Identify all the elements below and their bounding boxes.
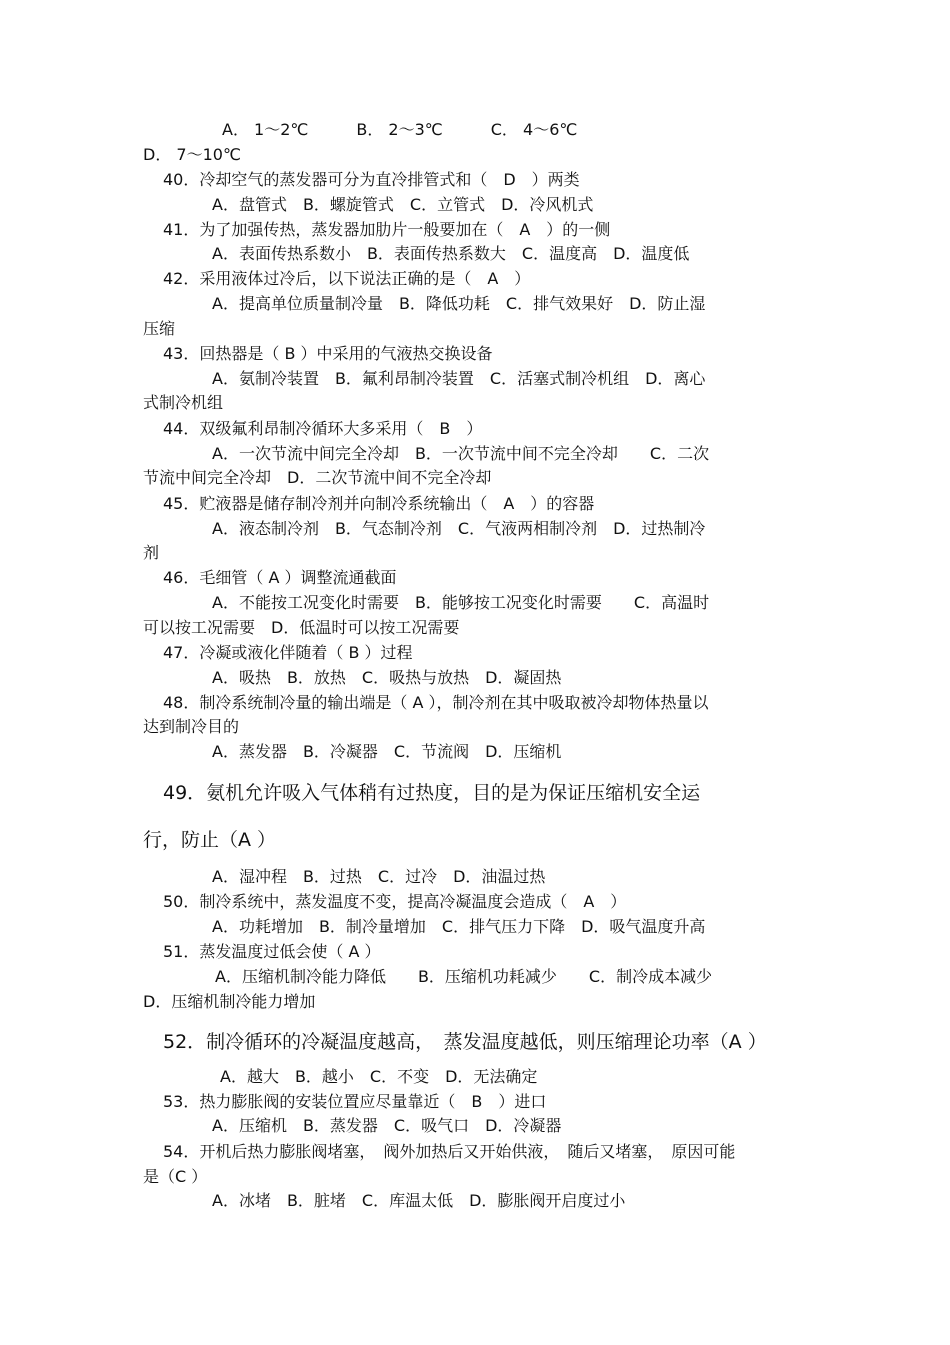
option-line-continued: D．压缩机制冷能力增加 <box>143 992 316 1011</box>
option-line: A．不能按工况变化时需要 B．能够按工况变化时需要 C．高温时 <box>212 593 710 612</box>
question-line: 45．贮液器是储存制冷剂并向制冷系统输出（ A ）的容器 <box>163 494 595 513</box>
question-line: 40．冷却空气的蒸发器可分为直冷排管式和（ D ）两类 <box>163 170 580 189</box>
option-line: A．蒸发器 B．冷凝器 C．节流阀 D．压缩机 <box>212 742 562 761</box>
question-line: 42．采用液体过冷后，以下说法正确的是（ A ） <box>163 269 531 288</box>
option-line: A．冰堵 B．脏堵 C．库温太低 D．膨胀阀开启度过小 <box>212 1191 626 1210</box>
question-line: 50．制冷系统中，蒸发温度不变，提高冷凝温度会造成（ A ） <box>163 892 627 911</box>
question-line: 47．冷凝或液化伴随着（ B ）过程 <box>163 643 413 662</box>
option-line: A．越大 B．越小 C．不变 D．无法确定 <box>220 1067 538 1086</box>
option-line-continued: 剂 <box>143 543 160 562</box>
option-line: A．压缩机制冷能力降低 B．压缩机功耗减少 C．制冷成本减少 <box>215 967 713 986</box>
option-line: A．功耗增加 B．制冷量增加 C．排气压力下降 D．吸气温度升高 <box>212 917 706 936</box>
option-line: D． 7～10℃ <box>143 145 241 164</box>
question-line-continued: 行，防止（A ） <box>143 829 277 851</box>
question-line: 44．双级氟利昂制冷循环大多采用（ B ） <box>163 419 483 438</box>
question-line: 52．制冷循环的冷凝温度越高， 蒸发温度越低，则压缩理论功率（A ） <box>163 1031 767 1053</box>
question-line: 53．热力膨胀阀的安装位置应尽量靠近（ B ）进口 <box>163 1092 547 1111</box>
option-line: A．提高单位质量制冷量 B．降低功耗 C．排气效果好 D．防止湿 <box>212 294 706 313</box>
option-line-continued: 压缩 <box>143 319 176 338</box>
option-line-continued: 节流中间完全冷却 D．二次节流中间不完全冷却 <box>143 468 492 487</box>
question-line: 46．毛细管（ A ）调整流通截面 <box>163 568 397 587</box>
option-line: A．压缩机 B．蒸发器 C．吸气口 D．冷凝器 <box>212 1116 562 1135</box>
option-line-continued: 式制冷机组 <box>143 393 224 412</box>
question-line: 41．为了加强传热，蒸发器加肋片一般要加在（ A ）的一侧 <box>163 220 611 239</box>
question-line-continued: 达到制冷目的 <box>143 717 240 736</box>
option-line: A．吸热 B．放热 C．吸热与放热 D．凝固热 <box>212 668 562 687</box>
option-line: A．一次节流中间完全冷却 B．一次节流中间不完全冷却 C．二次 <box>212 444 710 463</box>
question-line: 49．氨机允许吸入气体稍有过热度，目的是为保证压缩机安全运 <box>163 782 701 804</box>
option-line-continued: 可以按工况需要 D．低温时可以按工况需要 <box>143 618 460 637</box>
question-line: 43．回热器是（ B ）中采用的气液热交换设备 <box>163 344 493 363</box>
question-line: 54．开机后热力膨胀阀堵塞， 阀外加热后又开始供液， 随后又堵塞， 原因可能 <box>163 1142 736 1161</box>
option-line: A． 1～2℃ B． 2～3℃ C． 4～6℃ <box>222 120 578 139</box>
question-line-continued: 是（C ） <box>143 1167 208 1186</box>
question-line: 48．制冷系统制冷量的输出端是（ A ），制冷剂在其中吸取被冷却物体热量以 <box>163 693 709 712</box>
question-line: 51．蒸发温度过低会使（ A ） <box>163 942 381 961</box>
option-line: A．氨制冷装置 B．氟利昂制冷装置 C．活塞式制冷机组 D．离心 <box>212 369 706 388</box>
option-line: A．盘管式 B．螺旋管式 C．立管式 D．冷风机式 <box>212 195 594 214</box>
option-line: A．表面传热系数小 B．表面传热系数大 C．温度高 D．温度低 <box>212 244 690 263</box>
option-line: A．湿冲程 B．过热 C．过冷 D．油温过热 <box>212 867 546 886</box>
option-line: A．液态制冷剂 B．气态制冷剂 C．气液两相制冷剂 D．过热制冷 <box>212 519 706 538</box>
